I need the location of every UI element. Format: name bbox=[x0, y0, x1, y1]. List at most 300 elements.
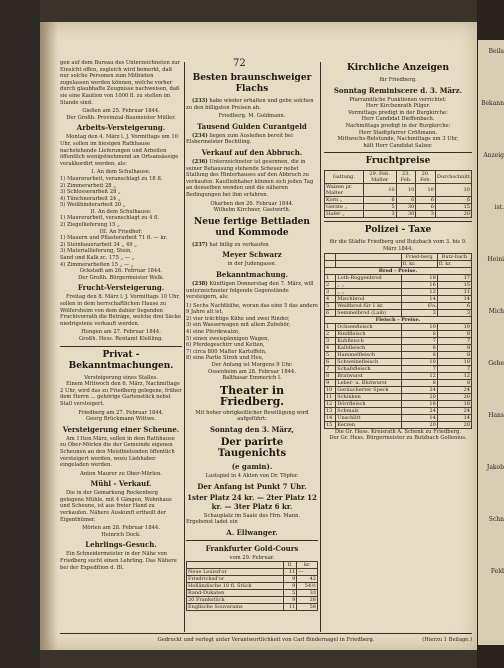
price-butzbach: 11 bbox=[437, 288, 471, 295]
item-number: 8 bbox=[325, 372, 336, 379]
notice-flachs bbox=[186, 98, 318, 111]
list-item: 6) Pferdegeschirr und Ketten, bbox=[186, 342, 265, 349]
grain-type: Waizen pr. Malter bbox=[325, 184, 364, 197]
price-kr: 42 bbox=[297, 576, 318, 583]
item-name: Schinken bbox=[336, 393, 401, 400]
price-kr: 33 bbox=[297, 590, 318, 597]
notice-abbruch-name: Wilhelm Kirchner, Gastwirth. bbox=[213, 207, 291, 214]
item-name: Semmelbrod (Laib) bbox=[336, 309, 401, 316]
item-name: „ „ bbox=[336, 288, 401, 295]
table-row bbox=[325, 211, 472, 218]
subhead-schulhaus-2: II. An dem Schulhause: bbox=[90, 208, 152, 215]
item-name: Schmalz bbox=[336, 407, 401, 414]
column-rule-1 bbox=[184, 62, 185, 632]
table-row bbox=[325, 414, 472, 421]
table-header-row bbox=[187, 562, 318, 569]
list-item: 1) Sechs Nachtkühe, woran das eine 5 das andere 9 Jahre alt ist, bbox=[186, 302, 318, 316]
item-number: 15 bbox=[325, 421, 336, 428]
price-butzbach: 6 bbox=[437, 302, 471, 309]
theater-prices: 1ster Platz 24 kr. — 2ter Platz 12 kr. — 3ter Platz 6 kr. bbox=[187, 492, 317, 511]
item-name: Ochsenfleisch bbox=[336, 323, 401, 330]
item-number: 3 bbox=[325, 288, 336, 295]
price-friedberg: 12 bbox=[401, 372, 437, 379]
gold-cours-table bbox=[186, 561, 318, 611]
table-header: Gattung. bbox=[325, 171, 364, 184]
heading-bekanntmachung: Bekanntmachung. bbox=[216, 269, 288, 279]
heading-arbeits-versteigerung: Arbeits-Versteigerung. bbox=[76, 123, 166, 133]
price-friedberg: 14 bbox=[401, 414, 437, 421]
table-row bbox=[187, 583, 318, 590]
item-number: 2 bbox=[325, 330, 336, 337]
item-number: 1 bbox=[325, 323, 336, 330]
notice-stall-name: Georg Brückmann Wittwe. bbox=[85, 416, 157, 423]
table-header-row bbox=[325, 253, 472, 260]
notice-number: (233) bbox=[192, 98, 208, 104]
column-rule-2 bbox=[320, 62, 321, 632]
kirche-woche: Mittwochs-Betstunde, Nachmittags um 3 Uhr, bbox=[337, 136, 459, 143]
price-butzbach: 24 bbox=[437, 386, 471, 393]
price-friedberg: 24 bbox=[401, 407, 437, 414]
price-friedberg: 8 bbox=[401, 379, 437, 386]
adjacent-page-fragment: Mich bbox=[488, 308, 504, 315]
price-cell: 3 bbox=[363, 211, 396, 218]
theater-name: A. Ellwanger. bbox=[226, 527, 278, 537]
list-item: 3) Materiallieferung, Stein, bbox=[60, 248, 132, 255]
adjacent-page-fragment: Beila bbox=[488, 48, 504, 55]
page-number: 72 bbox=[233, 58, 246, 69]
table-subheader bbox=[325, 260, 336, 267]
list-item: 2) Steinhauerarbeit 34 „ 49 „ bbox=[60, 241, 137, 248]
adjacent-page-fragment: Schn bbox=[488, 516, 504, 523]
theater-venue: Schauplatz im Saale des Hrn. Mann. bbox=[203, 512, 301, 519]
price-cell: 6 bbox=[363, 197, 396, 204]
price-kr: — bbox=[297, 569, 318, 576]
list-item: 4) Zimmerarbeiten 15 „ — „ bbox=[60, 261, 134, 268]
table-header: Durchschnitt bbox=[435, 171, 471, 184]
table-row bbox=[187, 569, 318, 576]
price-friedberg: 6¼ bbox=[401, 302, 437, 309]
notice-muehl-date: Mörlen am 28. Februar 1844. bbox=[82, 525, 160, 532]
item-name: Leber- u. Blutwurst bbox=[336, 379, 401, 386]
list-item: 4) Tünchnerarbeit 24 „ bbox=[60, 195, 121, 202]
notice-number: (238) bbox=[192, 280, 208, 287]
price-butzbach: 14 bbox=[437, 295, 471, 302]
list-item: 8) eine Partie Stroh und Heu, bbox=[186, 355, 264, 362]
table-row bbox=[325, 323, 472, 330]
table-row bbox=[325, 421, 472, 428]
item-number: 5 bbox=[325, 351, 336, 358]
table-row bbox=[325, 295, 472, 302]
notice-arbeits-date: Ockstadt am 26. Februar 1844. bbox=[79, 268, 163, 275]
table-row bbox=[325, 379, 472, 386]
page-gutter-shadow bbox=[40, 22, 58, 650]
item-name: Kalbfleisch bbox=[336, 344, 401, 351]
price-cell: 6 bbox=[416, 197, 436, 204]
price-cell: 30 bbox=[396, 204, 416, 211]
table-section-row bbox=[325, 267, 472, 274]
table-row bbox=[325, 365, 472, 372]
notice-bettladen bbox=[186, 242, 318, 249]
price-butzbach: 14 bbox=[437, 414, 471, 421]
table-row bbox=[325, 197, 472, 204]
price-butzbach: 12 bbox=[437, 372, 471, 379]
item-number: 12 bbox=[325, 400, 336, 407]
table-row bbox=[325, 302, 472, 309]
item-name: Dörrfleisch bbox=[336, 400, 401, 407]
column-left bbox=[60, 60, 182, 573]
table-row bbox=[325, 386, 472, 393]
notice-muehl: Die in der Gemarkung Rockenberg gelegene Mühle, mit 4 Gängen, Wohnhaus und Scheune, ist aus freier Hand zu verkaufen. Nähere Auskunft ertheilt der Eigenthümer. bbox=[60, 490, 172, 523]
price-fl: 9 bbox=[283, 597, 297, 604]
notice-intro: gen auf dem Bureau des Unterzeichneten zur Einsicht offen, zugleich wird bemerkt, daß nur solche Personen zum Mitbieten zugelassen werden können, welche vorher durch glaubhafte Zeugnisse nachweisen, daß sie eine Kaution von 1000 fl. zu stellen im Stande sind. bbox=[60, 60, 180, 106]
list-item: 1) Mauern und Pflasterarbeit 71 fl. — kr. bbox=[60, 235, 168, 242]
adjacent-page-fragment: Bekann bbox=[481, 100, 504, 107]
table-row bbox=[325, 407, 472, 414]
item-name: Weißbrod für 1 kr. bbox=[336, 302, 401, 309]
price-cell: 3 bbox=[416, 211, 436, 218]
table-row bbox=[325, 330, 472, 337]
table-header: 29. Feb. Malter bbox=[363, 171, 396, 184]
theater-invite: Ergebenst ladet ein bbox=[186, 519, 238, 526]
price-cell: 6 bbox=[416, 204, 436, 211]
item-name: „ „ bbox=[336, 281, 401, 288]
list-item: 2) Ziegellieferung 15 „ bbox=[60, 222, 120, 229]
price-cell: 30 bbox=[396, 211, 416, 218]
notice-text: hat billig zu verkaufen bbox=[209, 241, 269, 248]
table-header: Butz-bach bbox=[437, 253, 471, 260]
table-row bbox=[325, 204, 472, 211]
price-fl: 5 bbox=[283, 590, 297, 597]
price-friedberg: 14 bbox=[401, 295, 437, 302]
table-header: fl. bbox=[283, 562, 297, 569]
column-middle bbox=[186, 70, 318, 611]
average-cell: 10 bbox=[435, 184, 471, 197]
item-name: Kerzen bbox=[336, 421, 401, 428]
price-friedberg: 10 bbox=[401, 323, 437, 330]
table-row bbox=[187, 597, 318, 604]
item-name: Unschlitt bbox=[336, 414, 401, 421]
table-row bbox=[325, 184, 472, 197]
heading-polizei-taxe: Polizei - Taxe bbox=[364, 225, 432, 236]
theater-play-subtitle: (e gamin). bbox=[231, 462, 273, 471]
table-header: Fried-berg bbox=[401, 253, 437, 260]
notice-stall: Einem Mittwoch den 6. März, Nachmittags 2 Uhr, wird das zu Friedberg gelegene, früher dem Herrn ... gehörige Gartenstück nebst Stall versteigert. bbox=[60, 381, 182, 407]
adjacent-page-fragment: Feld bbox=[490, 568, 504, 575]
price-friedberg: 24 bbox=[401, 386, 437, 393]
item-number: 3 bbox=[325, 337, 336, 344]
polizei-taxe-table bbox=[324, 253, 472, 429]
price-friedberg: 16 bbox=[401, 281, 437, 288]
theater-permission: Mit hoher obrigkeitlicher Bewilligung wird aufgeführt: bbox=[195, 409, 309, 423]
price-cell: 10 bbox=[363, 184, 396, 197]
item-number: 1 bbox=[325, 274, 336, 281]
coin-name: Friedrichsd'or bbox=[187, 576, 284, 583]
table-row bbox=[325, 309, 472, 316]
notice-abbruch-date: Okarben den 26. Februar 1844. bbox=[210, 200, 294, 207]
notice-bekanntmachung-start: Der Anfang ist Morgens 9 Uhr. bbox=[211, 362, 293, 369]
table-row bbox=[187, 590, 318, 597]
table-row bbox=[325, 372, 472, 379]
average-cell: 6 bbox=[435, 197, 471, 204]
price-friedberg: 18 bbox=[401, 274, 437, 281]
price-butzbach: 8 bbox=[437, 344, 471, 351]
price-cell: 6 bbox=[396, 197, 416, 204]
divider bbox=[186, 540, 318, 541]
heading-flachs: Besten braunschweiger Flachs bbox=[192, 73, 312, 94]
left-binding-edge bbox=[0, 0, 40, 668]
price-butzbach: 17 bbox=[437, 274, 471, 281]
table-row bbox=[187, 576, 318, 583]
average-cell: 15 bbox=[435, 204, 471, 211]
kirche-woche-name: hält Herr Candidat Salzer. bbox=[363, 142, 433, 149]
table-header: 20. Feb. bbox=[416, 171, 436, 184]
table-row bbox=[325, 337, 472, 344]
heading-fruchtpreise: Fruchtpreise bbox=[365, 156, 431, 167]
table-row bbox=[325, 281, 472, 288]
price-fl: 11 bbox=[283, 569, 297, 576]
price-friedberg: 12 bbox=[401, 288, 437, 295]
notice-text: habe wieder erhalten und gebe solchen zu den billigsten Preisen ab. bbox=[186, 98, 314, 111]
adjacent-page-fragment: Jakob bbox=[486, 464, 504, 471]
price-friedberg: 8 bbox=[401, 330, 437, 337]
kirche-sunday: Sonntag Reminiscere d. 3. März. bbox=[333, 85, 463, 95]
grain-type: Gerste „ bbox=[325, 204, 364, 211]
table-header bbox=[336, 253, 401, 260]
footer-imprint bbox=[60, 637, 472, 643]
kirche-vormittag: Vormittags predigt in der Burgkirche: bbox=[348, 109, 448, 116]
notice-frucht: Freitag den 8. März l. J. Vormittags 10 Uhr, sollen in dem herrschaftlichen Hause zu Wölfersheim von dem dahier liegenden Fruchtvorrath die Beträge, welche drei Säcke niedrigstens verkauft werden. bbox=[60, 294, 181, 327]
price-butzbach: 7 bbox=[437, 337, 471, 344]
list-item: 4) eine Pferdewalze, bbox=[186, 329, 240, 336]
heading-scheune: Versteigerung einer Scheune. bbox=[62, 424, 180, 434]
kirche-parish: Pfarramtliche Funktionen verrichtet: bbox=[349, 96, 447, 103]
notice-arbeits-office: Der Großh. Bürgermeister Welk. bbox=[78, 274, 164, 281]
kirchliche-subtitle: für Friedberg. bbox=[379, 77, 417, 83]
table-header-row bbox=[325, 171, 472, 184]
polizei-subtitle: für die Städte Friedberg und Butzbach vom 3. bis 9. März 1844. bbox=[329, 239, 467, 252]
coin-name: Englische Souverains bbox=[187, 604, 284, 611]
coin-name: Neue Louisd'or bbox=[187, 569, 284, 576]
notice-bekanntmachung bbox=[186, 281, 318, 301]
table-header: 23. Feb. bbox=[396, 171, 416, 184]
price-butzbach: 8 bbox=[437, 351, 471, 358]
notice-number: (236) bbox=[192, 158, 208, 165]
price-friedberg: 10 bbox=[401, 358, 437, 365]
price-cell: 10 bbox=[396, 184, 416, 197]
heading-theater: Theater in Friedberg. bbox=[219, 383, 285, 408]
kirche-vormittag-name: Herr Candidat Dieffenbach. bbox=[361, 116, 435, 123]
notice-text: Künftigen Donnerstag den 7. März, will unterzeichneter folgende Gegenstände versteigern, als: bbox=[186, 280, 314, 301]
coin-name: 20 Frankstück bbox=[187, 597, 284, 604]
column-right bbox=[324, 60, 472, 442]
table-header bbox=[187, 562, 284, 569]
price-fl: 9 bbox=[283, 576, 297, 583]
table-row bbox=[325, 351, 472, 358]
price-butzbach: 20 bbox=[437, 393, 471, 400]
adjacent-page-fragment: Gehe bbox=[488, 360, 504, 367]
list-item: 7) circa 800 Malter Kartoffeln, bbox=[186, 348, 267, 355]
heading-curantgeld: Tausend Gulden Curantgeld bbox=[197, 121, 307, 131]
heading-bettladen: Neue fertige Bettladen und Kommode bbox=[194, 216, 310, 238]
item-number: 11 bbox=[325, 393, 336, 400]
table-subheader: fl. kr. bbox=[437, 260, 471, 267]
price-butzbach: 8 bbox=[437, 330, 471, 337]
price-friedberg: 18 bbox=[401, 400, 437, 407]
item-number: 5 bbox=[325, 302, 336, 309]
price-friedberg: 7 bbox=[401, 365, 437, 372]
table-row bbox=[325, 393, 472, 400]
item-name: Schweinefleisch bbox=[336, 358, 401, 365]
notice-number: (234) bbox=[192, 132, 208, 139]
price-friedberg: 3 bbox=[401, 309, 437, 316]
notice-scheune: Am 11ten März, sollen in dem Rathhause zu Ober-Mörlen die der Gemeinde eigenen Scheunen an den Meistbietenden öffentlich versteigert werden, wozu Liebhaber eingeladen werden. bbox=[60, 435, 175, 469]
notice-bettladen-loc: in der Judengasse. bbox=[227, 261, 277, 268]
table-subheader bbox=[336, 260, 401, 267]
notice-flachs-sign: Friedberg. M. Goldmann. bbox=[218, 113, 286, 120]
theater-date: Sonntag den 3. März, bbox=[209, 425, 294, 434]
subhead-stall: Versteigerung eines Stalles. bbox=[84, 374, 158, 381]
item-name: Bratwurst bbox=[336, 372, 401, 379]
beilage-note: (Hierzu 1 Beilage.) bbox=[422, 637, 472, 643]
price-kr: 54½ bbox=[297, 583, 318, 590]
notice-bekanntmachung-date: Ossenheim am 28. Februar 1844. bbox=[208, 368, 296, 375]
notice-intro-date: Gießen am 25. Februar 1844. bbox=[82, 108, 160, 115]
price-friedberg: 20 bbox=[401, 393, 437, 400]
list-item: 1) Maurerarbeit, veranschlagt zu 18 fl. bbox=[60, 175, 163, 182]
item-number: 9 bbox=[325, 379, 336, 386]
list-item: 3) Schlosserarbeit 28 „ bbox=[60, 189, 121, 196]
notice-scheune-name: Anton Maurer zu Ober-Mörlen. bbox=[80, 470, 162, 477]
notice-arbeits: Montag den 4. März l. J. Vormittags um 10 Uhr, sollen im hiesigen Rathhause nachstehende Lieferungen und Arbeiten öffentlich wenigstnehmend an Ortsansässige verakkordirt werden, als: bbox=[60, 134, 179, 167]
price-cell: 5 bbox=[363, 204, 396, 211]
notice-stall-date: Friedberg am 27. Februar 1844. bbox=[78, 409, 164, 416]
grain-type: Hafer „ bbox=[325, 211, 364, 218]
price-butzbach: 24 bbox=[437, 407, 471, 414]
price-butzbach: 15 bbox=[437, 281, 471, 288]
average-cell: 20 bbox=[435, 211, 471, 218]
section-brot: Brod - Preise. bbox=[325, 267, 472, 274]
notice-bettladen-name: Meyer Schwarz bbox=[222, 250, 282, 260]
item-number: 6 bbox=[325, 309, 336, 316]
table-row bbox=[325, 274, 472, 281]
subhead-friedhof: III. An Friedhof: bbox=[99, 228, 143, 235]
subhead-schulhaus: I. An dem Schulhause. bbox=[91, 169, 151, 176]
list-item: 5) einen zweispännigen Wagen, bbox=[186, 335, 270, 342]
theater-description: Lustspiel in 4 Akten von Dr. Töpfer. bbox=[205, 473, 299, 479]
item-number: 14 bbox=[325, 414, 336, 421]
heading-lehrling: Lehrlings-Gesuch. bbox=[85, 540, 157, 550]
list-items-1 bbox=[60, 176, 182, 209]
price-butzbach: 20 bbox=[437, 421, 471, 428]
price-kr: 58 bbox=[297, 604, 318, 611]
price-butzbach: 3 bbox=[437, 309, 471, 316]
notice-intro-office: Der Großh. Provinzial-Baumeister Müller. bbox=[66, 114, 176, 121]
list-item: 2) vier trächtige Kühe und zwei Rinder, bbox=[186, 315, 290, 322]
coin-name: Holländische 10 fl. Stück bbox=[187, 583, 284, 590]
notice-text: liegen zum Ausleihen bereit bei Elsbermeister Bechtling. bbox=[186, 132, 293, 146]
table-row bbox=[325, 344, 472, 351]
item-name: Loth-Roggenbrod bbox=[336, 274, 401, 281]
theater-time: Der Anfang ist Punkt 7 Uhr. bbox=[197, 481, 307, 491]
item-name: Rindfleisch bbox=[336, 330, 401, 337]
item-number: 4 bbox=[325, 344, 336, 351]
table-subheader: fl. kr. bbox=[401, 260, 437, 267]
grain-type: Korn „ bbox=[325, 197, 364, 204]
adjacent-page-fragment: ist. bbox=[494, 204, 504, 211]
list-item: 2) Zimmerarbeit 28 „ bbox=[60, 182, 116, 189]
price-friedberg: 7 bbox=[401, 337, 437, 344]
kirche-nachmittag: Nachmittags predigt in der Burgkirche: bbox=[345, 122, 451, 129]
divider bbox=[324, 221, 472, 222]
notice-number: (237) bbox=[192, 241, 208, 248]
price-fl: 9 bbox=[283, 583, 297, 590]
price-kr: 28 bbox=[297, 597, 318, 604]
item-name: Hammelfleisch bbox=[336, 351, 401, 358]
notice-frucht-date: Hungen am 27. Februar 1844. bbox=[81, 329, 161, 336]
price-friedberg: 8 bbox=[401, 344, 437, 351]
item-number: 2 bbox=[325, 281, 336, 288]
heading-muehl-verkauf: Mühl - Verkauf. bbox=[90, 479, 152, 489]
item-number: 10 bbox=[325, 386, 336, 393]
table-row bbox=[325, 288, 472, 295]
heading-gold-cours: Frankfurter Gold-Cours bbox=[205, 543, 299, 553]
list-item: 1) Maurerarbeit, veranschlagt zu 4 fl. bbox=[60, 215, 160, 222]
table-header bbox=[325, 253, 336, 260]
adjacent-page-fragment: Hans bbox=[488, 412, 504, 419]
item-name: Kuhfleisch bbox=[336, 337, 401, 344]
item-name: Schafsfleisch bbox=[336, 365, 401, 372]
price-butzbach: 10 bbox=[437, 358, 471, 365]
table-section-row bbox=[325, 316, 472, 323]
heading-abbruch: Verkauf auf den Abbruch. bbox=[201, 147, 303, 157]
list-item: Sand und Kalk zc. 175 „ — „ bbox=[60, 255, 135, 262]
heading-privat-bekanntmachungen: Privat - Bekanntmachungen. bbox=[68, 349, 174, 371]
item-name: Geräucherter Speck bbox=[336, 386, 401, 393]
list-item: 3) ein Wasserwagen mit allem Zubehör, bbox=[186, 322, 291, 329]
notice-lehrling: Ein Schneidermeister in der Nähe von Friedberg sucht einen Lehrling. Das Nähere bei der Expedition d. Bl. bbox=[60, 551, 177, 571]
price-friedberg: 20 bbox=[401, 421, 437, 428]
polizei-sign: Der Gr. Hess. Bürgermeister zu Butzbach Gollenius. bbox=[329, 435, 467, 442]
item-number: 7 bbox=[325, 365, 336, 372]
price-butzbach: 8 bbox=[437, 379, 471, 386]
notice-bekanntmachung-name: Balthasar Emmerich I. bbox=[222, 375, 282, 382]
polizei-note: Die Gr. Hess. Kreisrath A. Schenk zu Friedberg. bbox=[334, 428, 462, 435]
adjacent-page-edge bbox=[478, 40, 504, 645]
kirche-nachmittag-name: Herr Stadtpfarrer Crößmann. bbox=[358, 129, 438, 136]
footer-rule bbox=[60, 633, 472, 634]
price-butzbach: 18 bbox=[437, 400, 471, 407]
item-number: 4 bbox=[325, 295, 336, 302]
notice-frucht-office: Großh. Hess. Rentamt Kleßling. bbox=[79, 335, 163, 342]
notice-text: Unterzeichneter ist gesonnen, die in seiner Behausung stehende Scheuer nebst Stallung des Hinterhauses auf den Abbruch zu verkaufen. Kaufliebhaber können sich jeden Tag an denselben wenden und die näheren Bedingungen bei ihm erfahren. bbox=[186, 158, 314, 198]
notice-abbruch bbox=[186, 159, 318, 199]
table-header: kr. bbox=[297, 562, 318, 569]
divider bbox=[324, 152, 472, 153]
price-cell: 10 bbox=[416, 184, 436, 197]
coin-name: Rand-Dukaten bbox=[187, 590, 284, 597]
table-subheader-row bbox=[325, 260, 472, 267]
theater-play-title: Der parirte Taugenichts bbox=[217, 437, 287, 459]
notice-curantgeld bbox=[186, 133, 318, 146]
price-friedberg: 8 bbox=[401, 351, 437, 358]
fruchtpreise-table bbox=[324, 170, 472, 218]
adjacent-page-fragment: Anzeig bbox=[483, 152, 504, 159]
section-fleisch: Fleisch - Preise. bbox=[325, 316, 472, 323]
price-butzbach: 10 bbox=[437, 323, 471, 330]
adjacent-page-fragment: Heini bbox=[487, 256, 504, 263]
heading-frucht-versteigerung: Frucht-Versteigerung. bbox=[77, 283, 165, 293]
item-number: 13 bbox=[325, 407, 336, 414]
